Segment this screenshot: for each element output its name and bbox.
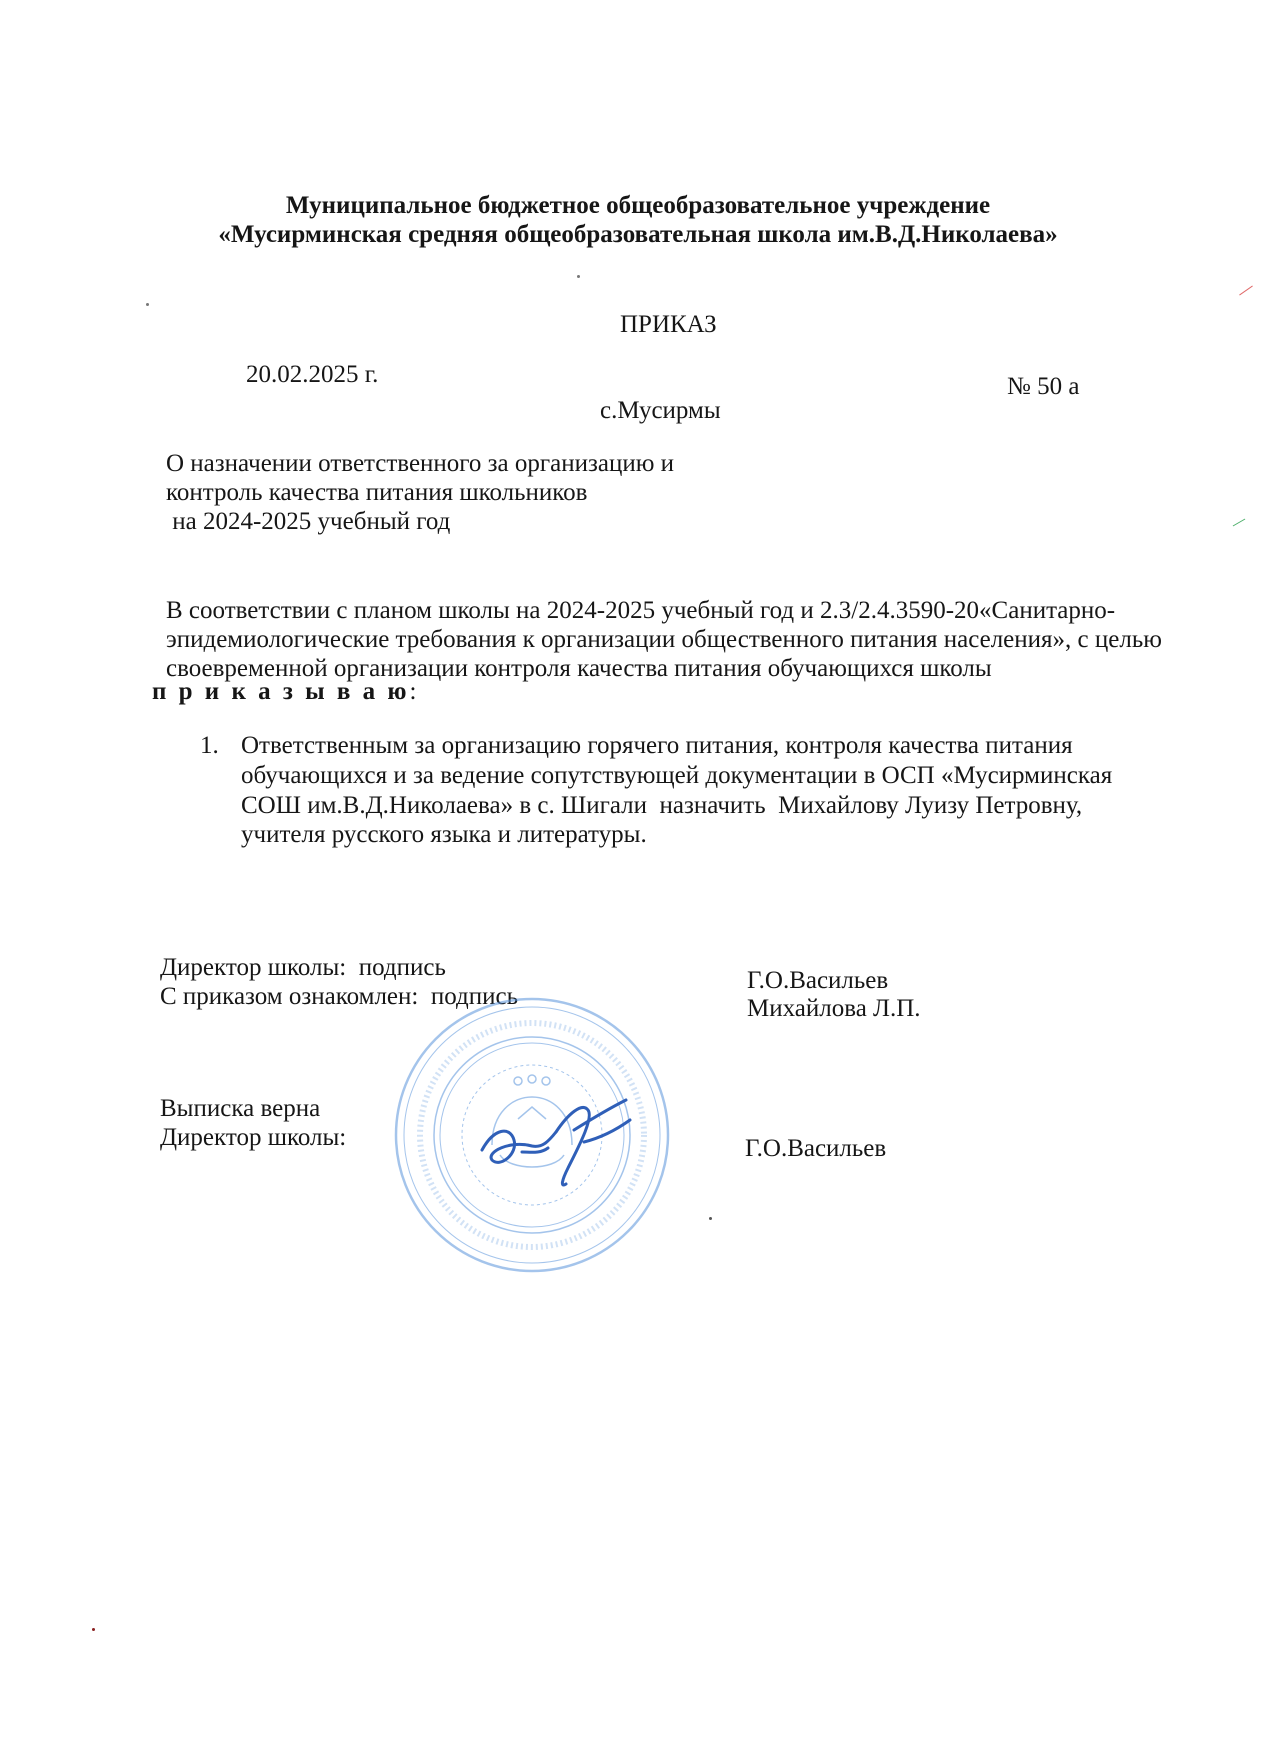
scan-artifact-mark <box>1239 286 1253 296</box>
extract-director-label: Директор школы: <box>160 1124 347 1151</box>
item-number: 1. <box>200 732 219 759</box>
item-line1: Ответственным за организацию горячего питания, контроля качества питания <box>241 732 1073 759</box>
acquainted-name: Михайлова Л.П. <box>747 995 921 1022</box>
preamble-line3: своевременной организации контроля качества питания обучающихся школы <box>166 655 992 682</box>
scan-artifact-dot <box>709 1217 712 1220</box>
order-date: 20.02.2025 г. <box>246 361 379 388</box>
scan-artifact-dot <box>146 303 149 306</box>
scan-artifact-mark <box>1233 519 1246 527</box>
order-directive-colon: : <box>409 678 417 705</box>
subject-line3: на 2024-2025 учебный год <box>166 508 451 535</box>
item-line2: обучающихся и за ведение сопутствующей документации в ОСП «Мусирминская <box>241 762 1113 789</box>
extract-verified-label: Выписка верна <box>160 1095 321 1122</box>
scan-artifact-dot <box>92 1628 95 1631</box>
item-line3: СОШ им.В.Д.Николаева» в с. Шигали назначить Михайлову Луизу Петровну, <box>241 792 1083 819</box>
preamble-line2: эпидемиологические требования к организации общественного питания населения», с целью <box>166 626 1162 653</box>
subject-line1: О назначении ответственного за организацию и <box>166 450 675 477</box>
subject-line2: контроль качества питания школьников <box>166 479 588 506</box>
order-directive <box>152 677 417 706</box>
order-directive-word: п р и к а з ы в а ю <box>152 678 410 705</box>
scan-artifact-dot <box>577 275 580 278</box>
institution-name-line1: Муниципальное бюджетное общеобразовательное учреждение <box>285 192 991 219</box>
director-name: Г.О.Васильев <box>747 967 889 994</box>
order-number: № 50 а <box>1007 373 1080 400</box>
order-place: с.Мусирмы <box>600 397 721 424</box>
institution-name-line2: «Мусирминская средняя общеобразовательная школа им.В.Д.Николаева» <box>218 221 1058 248</box>
order-title: ПРИКАЗ <box>620 311 717 338</box>
acquainted-signature-label: С приказом ознакомлен: подпись <box>160 983 518 1010</box>
item-line4: учителя русского языка и литературы. <box>241 821 647 848</box>
director-signature-label: Директор школы: подпись <box>160 954 446 981</box>
handwritten-signature <box>470 1090 640 1200</box>
extract-director-name: Г.О.Васильев <box>745 1135 887 1162</box>
preamble-line1: В соответствии с планом школы на 2024-2025 учебный год и 2.3/2.4.3590-20«Санитарно- <box>166 597 1116 624</box>
